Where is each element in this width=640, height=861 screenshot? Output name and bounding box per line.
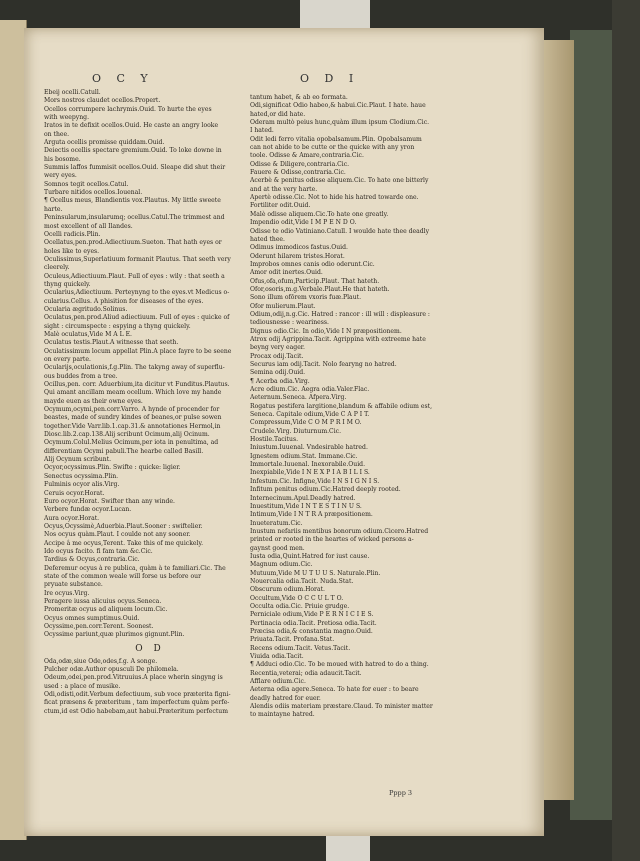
text-line: Oculissimus,Superlatiuum formanit Plautus. That seeth very [44,255,231,263]
text-line: Hostile.Tacitus. [250,436,299,444]
text-line: hated,or did hate. [250,110,306,118]
text-line: together.Vide Varr.lib.1.cap.31.& annotationes Hermol,in [44,422,221,430]
text-line: harte. [44,205,63,213]
text-line: Ocyssime,pen.corr.Terent. Soonest. [44,623,154,630]
text-line: beastes, made of sundry kindes of beanes,or pulse sowen [44,414,222,422]
text-line: Ocymum.Colul.Melius Ocimum,per iota in penultima, ad [44,439,219,447]
text-line: tantum habet, & ab eo formata. [250,94,348,101]
text-line: ficat præsens & præteritum , tam imperfectum quàm perfe- [44,699,230,707]
text-line: Oderunt hilarem tristes.Horat. [250,252,345,260]
text-line: Ocyssime pariunt,quæ plurimos gignunt.Plin. [44,631,185,639]
page-signature: Pppp 3 [389,789,413,797]
text-line: ¶ Adduci odio.Cic. To be moued with hatred to do a thing. [250,661,429,669]
text-line: sight : circumspecte : espying a thyng quickely. [44,322,191,330]
text-line: Odit ledi ferro vitalia opobalsamum.Plin. Opobalsamum [250,135,422,143]
text-line: ous buddes from a tree. [44,372,118,380]
text-line: Impendio odit,Vide I M P E N D O. [250,219,357,227]
text-line: Peninsularum,insularumq; ocellus.Catul.The trimmest and [44,214,225,222]
text-line: ¶ Ocellus meus, Blandientis vox.Plautus. My little sweete [44,197,221,205]
text-line: cleerely. [44,264,70,272]
text-line: Mutuum,Vide M U T U U S. Naturale.Plin. [250,569,381,577]
text-line: Amor odit inertes.Ouid. [250,269,323,277]
text-line: Infestum.Cic. Infigne,Vide I N S I G N I S. [250,477,380,485]
text-line: Apertè odisse.Cic. Not to hide his hatred towarde one. [250,194,419,202]
text-line: Seneca. Capitale odium,Vide C A P I T. [250,411,370,419]
text-line: Sono illum ofōrem vxoris fuæ.Plaut. [250,294,361,302]
text-line: beyng very eager. [250,344,305,352]
text-line: Summis laffos fummisit ocellos.Ouid. Sleape did shut their [44,164,226,172]
text-line: Pulcher odæ.Author opusculi De philomela. [44,666,179,674]
text-line: Peragere iussa alicuius ocyus.Seneca. [44,597,162,605]
text-line: Arguta ocellis promisse quiddam.Ouid. [44,139,165,147]
text-line: printed or rooted in the heartes of wicked persons a- [250,536,414,544]
text-line: Senectus ocyssima.Plin. [44,472,119,480]
text-line: Tardius & Ocyus,contraria.Cic. [44,556,140,564]
text-line: Ocymum,ocymi,pen.corr.Varro. A hynde of procender for [44,406,220,414]
text-line: Alendis odiis materiam præstare.Claud. To minister matter [250,703,433,711]
text-line: Acerbè & penitus odisse aliquem.Cic. To hate one bitterly [250,177,429,185]
text-line: Occultum,Vide O C C U L T O. [250,594,344,602]
text-line: and at the very harte. [250,185,318,193]
text-line: on every parte. [44,356,91,363]
text-line: Malè odisse aliquem.Cic.To hate one greatly. [250,210,389,218]
text-line: Oderam multò peius hunc,quàm illum ipsum Clodium.Cic. [250,119,430,127]
text-line: Euro ocyor.Horat. Swifter than any winde. [44,497,175,505]
text-line: Internecinum.Apul.Deadly hatred. [250,494,356,502]
right-column [250,94,518,720]
text-line: differentiam Ocymi pabuli.The hearbe called Basill. [44,447,204,455]
text-line: I hated. [250,127,274,135]
text-line: Præcisa odia,& constantia magno.Ouid. [250,628,373,635]
text-line: Iratos in te defixit ocellos.Ouid. He caste an angry looke [44,122,219,130]
text-line: Odimus immodicos fastus.Ouid. [250,244,348,252]
text-line: Oculeus,Adiectiuum.Plaut. Full of eyes : wily : that seeth a [44,272,225,280]
text-line: Ofus,ofa,ofum,Particip.Plaut. That hateth. [250,277,380,285]
text-line: Ocelli radicis.Plin. [44,230,101,238]
text-line: deadly hatred for euer. [250,694,321,702]
text-line: Rogatus pestifera largitione,blandum & affabile odium est, [250,402,433,410]
text-line: Magnum odium.Cic. [250,561,313,569]
text-line: Alij Ocynum scribunt. [44,456,112,464]
text-line: with weepyng. [44,114,90,122]
text-line: Ire ocyus.Virg. [44,589,90,597]
text-line: Aura ocyor.Horat. [44,514,100,522]
text-line: can not abide to be cutte or the quicke with any yron [250,144,415,152]
text-line: Ocularius,Adiectiuum. Perteynyng to the eyes.vt Medicus o- [44,289,230,297]
text-line: toole. Odisse & Amare,contraria.Cic. [250,152,364,160]
text-line: Ofor mulierum.Plaut. [250,302,316,310]
text-line: Semina odij.Ouid. [250,369,306,377]
text-line: Intimum,Vide I N T R A præpositionem. [250,511,373,519]
text-line: Deferemur ocyus à re publica, quàm à te familiari.Cic. The [44,564,226,572]
right-ruler [612,0,640,861]
text-line: Afflare odium.Cic. [250,678,306,686]
text-line: thyng quickely. [44,280,91,288]
text-line: Oculatissimum locum appellat Plin.A place fayre to be seene [44,347,232,355]
text-line: mayde euen as their owne eyes. [44,397,143,405]
text-line: holes like to eyes. [44,247,100,255]
text-line: Recentia,veterai; odia adaucit.Tacit. [250,669,362,677]
text-line: to maintayne hatred. [250,711,315,719]
text-line: Ocillus,pen. corr. Aduerbium,ita dicitur vt Funditus.Plautus. [44,381,230,389]
text-line: Nouercalia odia.Tacit. Nuda.Stat. [250,577,354,585]
top-ruler [300,0,370,30]
text-line: Crudele.Virg. Diuturnum.Cic. [250,427,342,435]
text-line: Aeterna odia agere.Seneca. To hate for euer : to beare [250,686,419,694]
text-line: Inustum nefariis mentibus bonorum odium.Cicero.Hatred [250,527,429,535]
text-line: Odi,odisti,odit.Verbum defectiuum, sub voce præterita figni- [44,691,231,699]
text-line: gaynst good men. [250,544,305,552]
text-line: Diosc.lib.2.cap.138.Alij scribunt Ocimum,alij Ocinum. [44,431,210,439]
text-line: Ocyus,Ocyssimè,Aduerbia.Plaut.Sooner : swiftelier. [44,522,203,530]
right-running-header: O D I [300,72,360,85]
text-line: Qui amant ancillam meam ocellum. Which love my hande [44,389,222,397]
text-line: Nos ocyus quàm.Plaut. I coulde not any sooner. [44,531,191,539]
text-line: wery eyes. [44,172,77,180]
text-line: Ocellos corrumpere lachrymis.Ouid. To hurte the eyes [44,105,212,113]
text-line: Perniciale odium,Vide P E R N I C I E S. [250,611,374,619]
text-line: Inuestitum,Vide I N T E S T I N U S. [250,502,362,510]
text-line: state of the common weale will forse us before our [44,572,201,580]
text-line: Infitum penitus odium.Cic.Hatred deeply rooted. [250,486,401,494]
text-line: Pertinacia odia.Tacit. Pretiosa odia.Tacit. [250,619,377,627]
text-line: Oculatus,pen.prod.Aliud adiectiuum. Full of eyes : quicke of [44,314,230,322]
text-line: Fortiliter odit.Ouid. [250,202,311,210]
text-line: Aeternum.Seneca. Afpera.Virg. [250,394,347,402]
text-line: Obscurum odium.Horat. [250,586,325,594]
text-line: most excellent of all Ilandes. [44,222,133,230]
text-line: Occulta odia.Cic. Priuie grudge. [250,602,350,610]
text-line: Malè oculatus,Vide M A L E. [44,330,132,338]
text-line: Ceruis ocyor.Horat. [44,489,105,497]
text-line: Ocularijs,oculationis,f.g.Plin. The takyng away of superflu- [44,364,225,372]
text-line: Ocularia ægritudo.Solinus. [44,305,128,313]
text-line: Acre odium.Cic. Aegra odia.Valer.Flac. [250,386,370,394]
text-line: Atrox odij Agrippina.Tacit. Agrippina with extreeme hate [250,335,426,343]
text-line: hated thee. [250,235,285,243]
text-line: Iusta odia,Quint.Hatred for iust cause. [250,552,370,560]
text-line: Dignus odio.Cic. In odio,Vide I N præpositionem. [250,327,402,335]
text-line: Promeritæ ocyus ad aliquem locum.Cic. [44,606,168,614]
text-line: Mors nostros claudet ocellos.Propert. [44,97,161,105]
text-line: tediousnesse : weariness. [250,319,329,327]
text-line: Iniustum.Iuuenal. Vndesirable hatred. [250,444,368,452]
text-line: Odeum,odei,pen.prod.Vitruuius.A place wherin singyng is [44,674,223,682]
facing-page-edge [0,20,27,840]
text-line: Ocellatus,pen.prod.Adiectiuum.Sueton. That hath eyes or [44,239,222,247]
text-line: Accipe â me ocyus,Terent. Take this of me quickely. [44,539,204,547]
text-line: Ignestem odium.Stat. Immane.Cic. [250,452,358,460]
text-line: pryuate substance. [44,581,103,589]
text-line: Somnos tegit ocellos.Catul. [44,180,129,188]
left-column [44,89,256,716]
text-line: Viuida odia.Tacit. [250,653,304,661]
text-line: Inexpiabile,Vide I N E X P I A B I L I S. [250,469,370,477]
page-stack-edge [540,40,574,800]
text-line: Recens odium.Tacit. Vetus.Tacit. [250,644,351,652]
text-line: Securus iam odij.Tacit. Nolo fearyng no hatred. [250,361,397,368]
text-line: Fulminis ocyor alis.Virg. [44,481,120,489]
left-running-header: O C Y [92,72,154,85]
text-line: Odisse te odio Vatiniano.Catull. I woulde hate thee deadly [250,227,430,235]
text-line: on thee. [44,130,70,138]
text-line: Ebeij ocelli.Catull. [44,89,101,96]
text-line: Deiectis ocellis spectare gremium.Ouid. To loke downe in [44,147,222,155]
text-line: ¶ Acerba odia.Virg. [250,377,310,385]
text-line: cularius.Cellus. A phisition for diseases of the eyes. [44,297,204,305]
binding-cloth [570,30,612,820]
text-line: Immortale.Iuuenal. Inexorabile.Ouid. [250,461,366,469]
text-line: Ocyor,ocyssimus.Plin. Swifte : quicke: ligier. [44,464,181,472]
text-line: Improbos omnes canis odio oderunt.Cic. [250,260,375,268]
text-line: Verbere fundæ ocyor.Lucan. [44,506,132,514]
text-line: used : a place of musike. [44,682,121,690]
text-line: Odium,odij,n.g.Cic. Hatred : rancor : ill will : displeasure : [250,310,430,318]
text-line: Ocyus omnes sumptimus.Ouid. [44,614,140,622]
text-line: Odi,significat Odio habeo,& habui.Cic.Plaut. I hate. haue [250,102,426,110]
text-line: Odisse & Diligere,contraria.Cic. [250,160,350,168]
section-heading: O D [135,643,165,654]
text-line: Fauere & Odisse,contraria.Cic. [250,169,346,177]
text-line: his bosome. [44,155,81,163]
text-line: ctum,id est Odio habebam,aut habui.Præteritum perfectum [44,707,228,715]
text-line: Ido ocyus facito. fi fam tam &c.Cic. [44,547,153,555]
text-line: Inueteratum.Cic. [250,519,303,527]
text-line: Turbare nitidos ocellos.Iouenal. [44,189,143,197]
text-line: Oculatus testis.Plaut.A witnesse that seeth. [44,339,179,347]
text-line: Procax odij.Tacit. [250,352,304,360]
text-line: Priuata.Tacit. Profana.Stat. [250,636,335,644]
text-line: Compressum,Vide C O M P R I M O. [250,419,362,427]
text-line: Ofor,osoris,m.g.Verbale.Plaut.He that hateth. [250,285,390,293]
text-line: Oda,odæ,siue Ode,odes,f.g. A songe. [44,657,158,665]
